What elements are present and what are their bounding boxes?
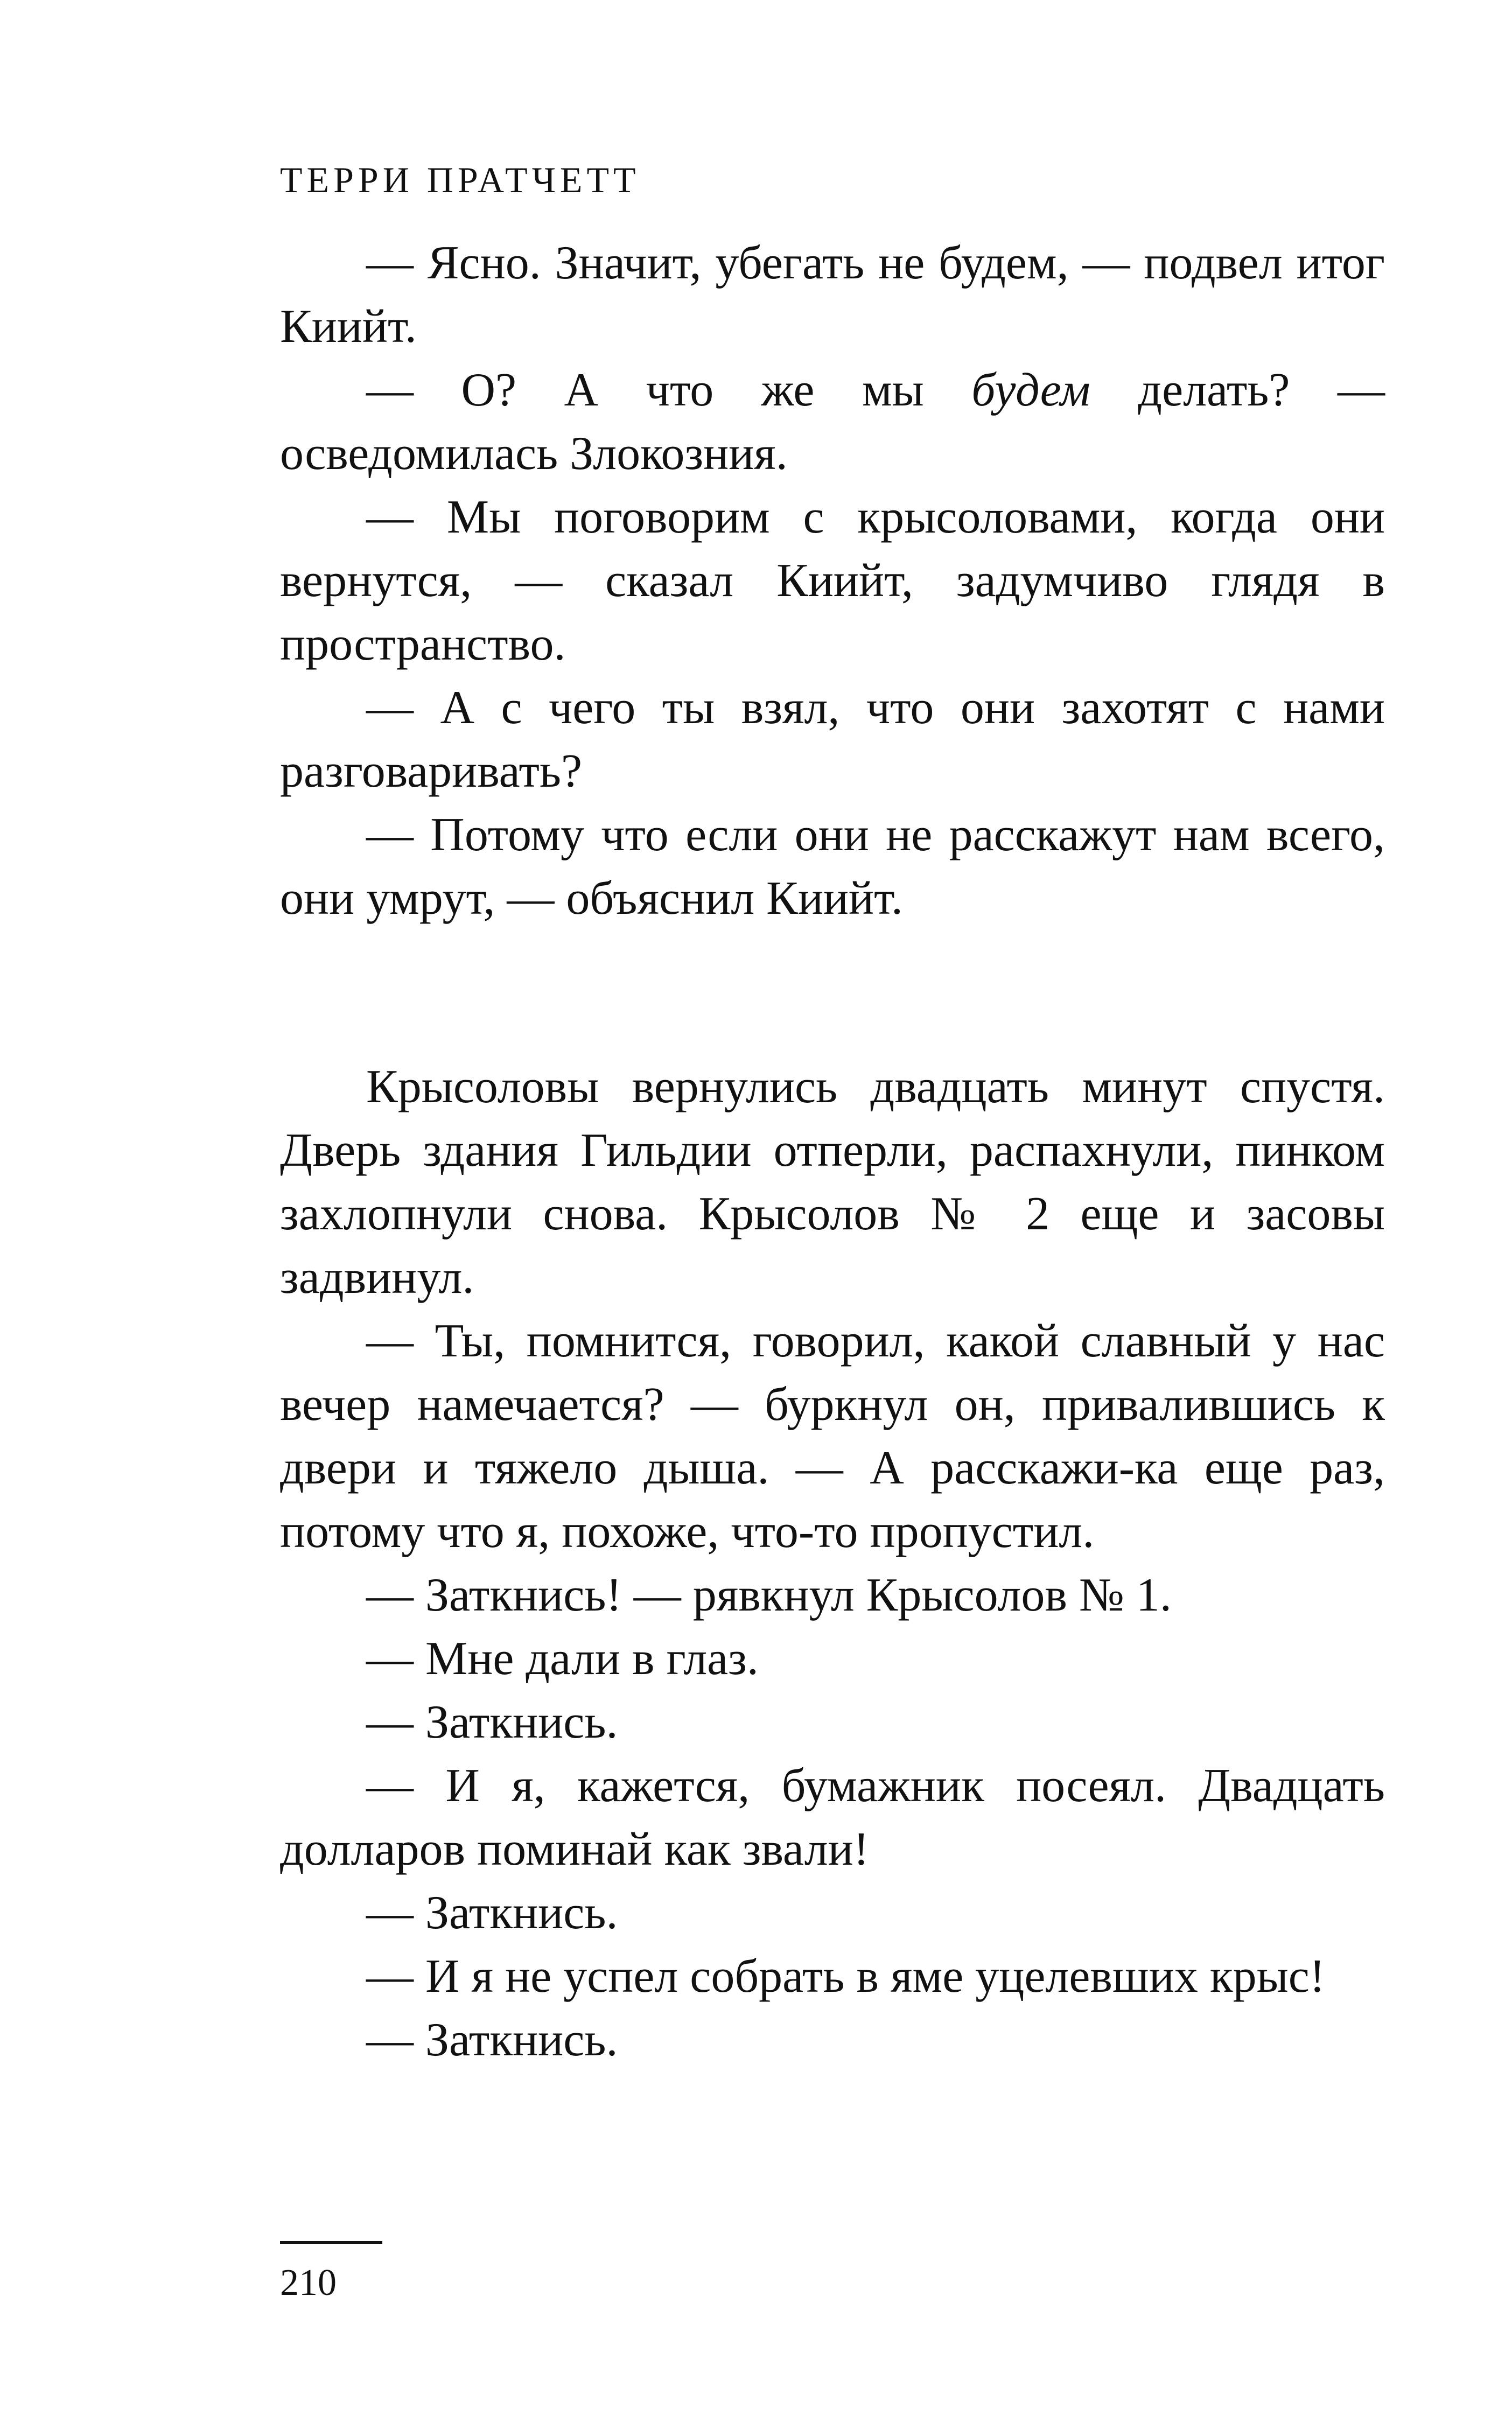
- paragraph: — Потому что если они не расскажут нам всего, они умрут, — объяснил Киийт.: [280, 809, 1385, 925]
- italic-word: будем: [971, 364, 1090, 416]
- paragraph: — И я не успел собрать в яме уцелевших крыс!: [366, 1950, 1326, 2003]
- paragraph: — Заткнись! — рявкнул Крысолов № 1.: [366, 1569, 1172, 1621]
- text-block-dialogue: [280, 232, 1385, 930]
- paragraph: — Заткнись.: [366, 1887, 618, 1939]
- paragraph-text-before: — О? А что же мы: [366, 364, 972, 416]
- paragraph: Крысоловы вернулись двадцать минут спустя. Дверь здания Гильдии отперли, распахнули, пинком захлопнули снова. Крысолов № 2 еще и засовы задвинул.: [280, 1061, 1385, 1304]
- paragraph: — Ясно. Значит, убегать не будем, — подвел итог Киийт.: [280, 237, 1385, 353]
- paragraph: — Мне дали в глаз.: [366, 1633, 759, 1685]
- footer-rule: [280, 2241, 382, 2244]
- paragraph: [280, 359, 1385, 486]
- running-head: ТЕРРИ ПРАТЧЕТТ: [280, 159, 640, 200]
- paragraph: — И я, кажется, бумажник посеял. Двадцать долларов поминай как звали!: [280, 1760, 1385, 1875]
- paragraph: — Мы поговорим с крысоловами, когда они вернутся, — сказал Киийт, задумчиво глядя в пространство.: [280, 491, 1385, 670]
- page-number: 210: [280, 2262, 337, 2304]
- paragraph: — Ты, помнится, говорил, какой славный у нас вечер намечается? — буркнул он, привалившись к двери и тяжело дыша. — А расскажи-ка еще раз, потому что я, похоже, что-то пропустил.: [280, 1315, 1385, 1558]
- paragraph: — А с чего ты взял, что они захотят с нами разговаривать?: [280, 682, 1385, 797]
- paragraph: — Заткнись.: [366, 1696, 618, 1748]
- paragraph-text-after: делать? — осведомилась Злокозния.: [280, 364, 1385, 480]
- book-page: [280, 0, 1389, 2422]
- text-block-narration: [280, 1055, 1385, 2072]
- paragraph: — Заткнись.: [366, 2014, 618, 2066]
